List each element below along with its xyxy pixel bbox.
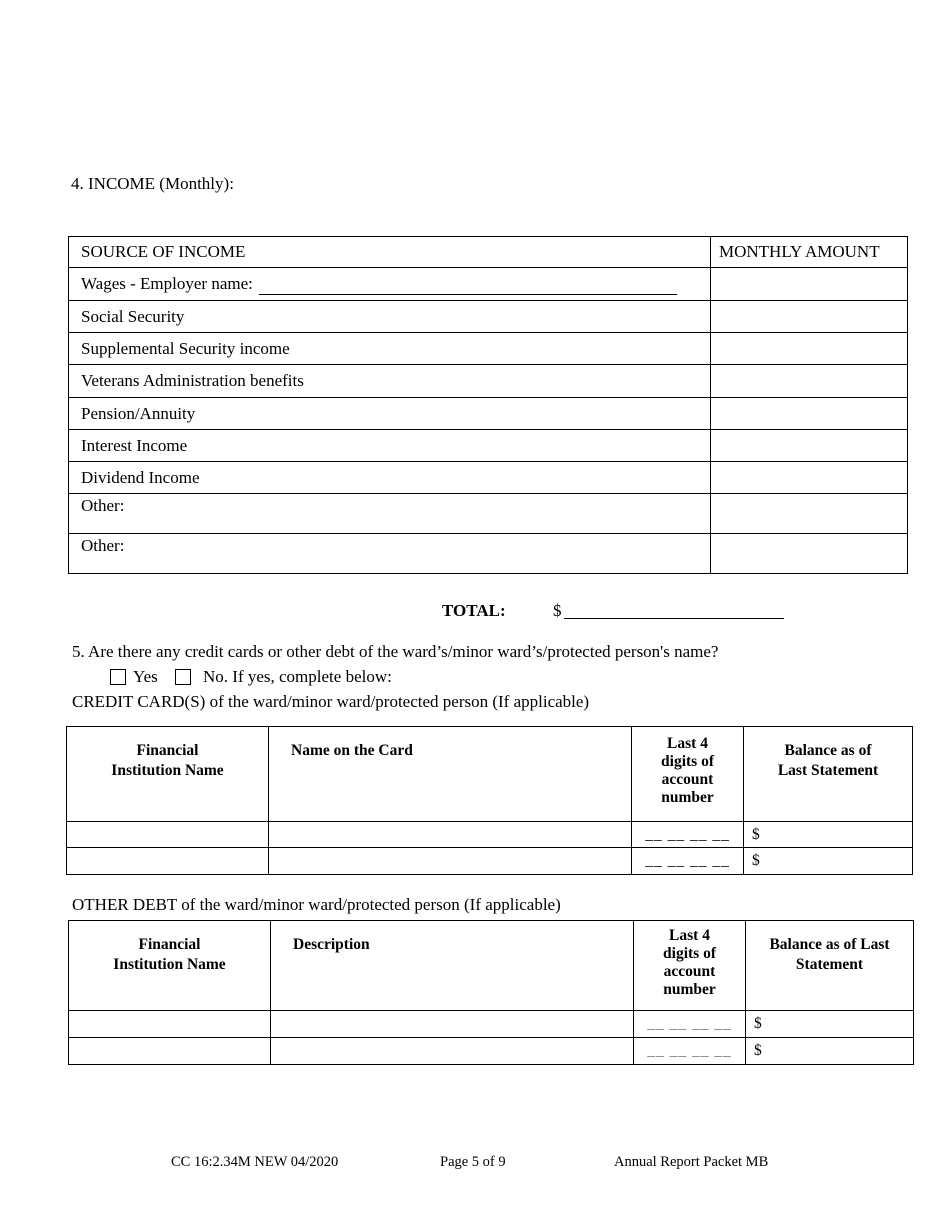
amount-cell-other-2[interactable]	[711, 534, 908, 574]
cc-header-balance: Balance as of Last Statement	[744, 727, 913, 822]
income-row-social-security: Social Security	[69, 301, 711, 333]
od-row1-balance[interactable]: $	[746, 1011, 914, 1038]
header-source: SOURCE OF INCOME	[69, 237, 711, 268]
cc-row2-name[interactable]	[269, 848, 632, 875]
od-row2-digits[interactable]: __ __ __ __	[634, 1038, 746, 1065]
no-checkbox[interactable]	[175, 669, 191, 685]
amount-cell-other-1[interactable]	[711, 494, 908, 534]
total-label: TOTAL:	[442, 601, 506, 620]
od-row2-description[interactable]	[271, 1038, 634, 1065]
cc-header-institution: Financial Institution Name	[67, 727, 269, 822]
cc-row1-name[interactable]	[269, 822, 632, 848]
cc-header-digits: Last 4 digits of account number	[632, 727, 744, 822]
credit-card-title: CREDIT CARD(S) of the ward/minor ward/protected person (If applicable)	[72, 692, 590, 711]
od-header-balance: Balance as of Last Statement	[746, 921, 914, 1011]
other-debt-title: OTHER DEBT of the ward/minor ward/protected person (If applicable)	[72, 895, 561, 914]
footer-form-id: CC 16:2.34M NEW 04/2020	[171, 1154, 339, 1170]
od-header-digits: Last 4 digits of account number	[634, 921, 746, 1011]
od-row2-balance[interactable]: $	[746, 1038, 914, 1065]
cc-row2-balance[interactable]: $	[744, 848, 913, 875]
yes-checkbox[interactable]	[110, 669, 126, 685]
cc-row1-institution[interactable]	[67, 822, 269, 848]
amount-cell-va-benefits[interactable]	[711, 365, 908, 398]
cc-row1-balance[interactable]: $	[744, 822, 913, 848]
income-row-other-1[interactable]: Other:	[69, 494, 711, 534]
income-row-pension: Pension/Annuity	[69, 398, 711, 430]
footer-page-number: Page 5 of 9	[440, 1154, 506, 1170]
amount-cell-wages[interactable]	[711, 268, 908, 301]
cc-header-name: Name on the Card	[269, 727, 632, 822]
amount-cell-social-security[interactable]	[711, 301, 908, 333]
income-row-other-2[interactable]: Other:	[69, 534, 711, 574]
income-table	[68, 236, 908, 574]
no-label: No. If yes, complete below:	[203, 667, 392, 686]
wages-label: Wages - Employer name:	[81, 273, 253, 293]
amount-cell-ssi[interactable]	[711, 333, 908, 365]
od-header-description: Description	[271, 921, 634, 1011]
income-heading: 4. INCOME (Monthly):	[71, 174, 234, 193]
yes-label: Yes	[133, 667, 158, 686]
cc-row2-digits[interactable]: __ __ __ __	[632, 848, 744, 875]
footer-packet-name: Annual Report Packet MB	[614, 1154, 769, 1170]
od-row1-description[interactable]	[271, 1011, 634, 1038]
amount-cell-pension[interactable]	[711, 398, 908, 430]
amount-cell-interest[interactable]	[711, 430, 908, 462]
income-row-dividend: Dividend Income	[69, 462, 711, 494]
income-row-interest: Interest Income	[69, 430, 711, 462]
od-header-institution: Financial Institution Name	[69, 921, 271, 1011]
od-row1-institution[interactable]	[69, 1011, 271, 1038]
od-row2-institution[interactable]	[69, 1038, 271, 1065]
total-amount-field[interactable]	[564, 618, 784, 619]
income-row-ssi: Supplemental Security income	[69, 333, 711, 365]
employer-name-field[interactable]	[259, 278, 677, 295]
income-row-wages	[69, 268, 711, 301]
total-currency: $	[553, 601, 562, 620]
cc-row2-institution[interactable]	[67, 848, 269, 875]
od-row1-digits[interactable]: __ __ __ __	[634, 1011, 746, 1038]
debt-question: 5. Are there any credit cards or other debt of the ward’s/minor ward’s/protected person's name?	[72, 642, 719, 661]
cc-row1-digits[interactable]: __ __ __ __	[632, 822, 744, 848]
credit-card-table	[66, 726, 913, 875]
header-amount: MONTHLY AMOUNT	[711, 237, 908, 268]
other-debt-table	[68, 920, 914, 1065]
amount-cell-dividend[interactable]	[711, 462, 908, 494]
income-row-va-benefits: Veterans Administration benefits	[69, 365, 711, 398]
